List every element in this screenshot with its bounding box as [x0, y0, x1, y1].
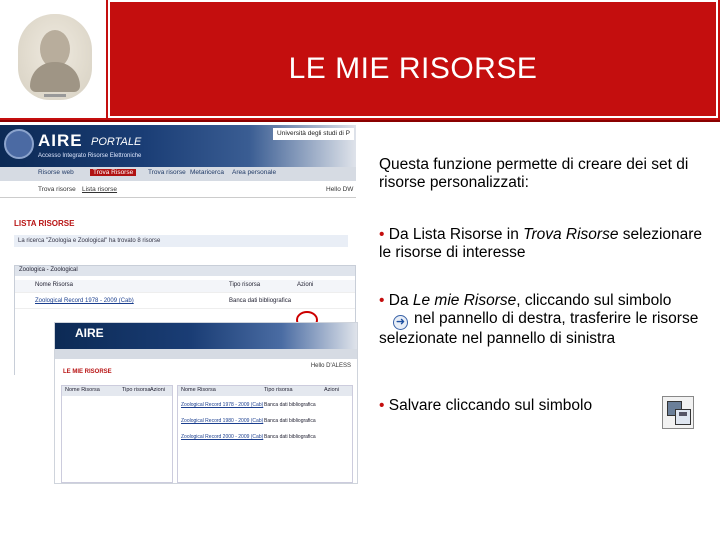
search-summary: La ricerca "Zoologia e Zoological" ha trovato 8 risorse [14, 235, 348, 247]
left-panel [61, 385, 173, 483]
resource-link[interactable]: Zoological Record 1978 - 2009 (Cab) [35, 298, 134, 304]
portrait-engraving-icon [18, 14, 92, 100]
intro-text: Questa funzione permette di creare dei set di risorse personalizzati: [379, 156, 689, 191]
list-title: LISTA RISORSE [14, 219, 75, 228]
column-header: Tipo risorsa [264, 387, 293, 393]
bullet-2 [379, 292, 709, 348]
bullet-text: destra, trasferire le risorse selezionate nel pannello di sinistra [379, 310, 699, 347]
table-header-row [15, 280, 355, 293]
portal-topbar [55, 323, 357, 349]
portal-tagline: Accesso Integrato Risorse Elettroniche [38, 153, 142, 159]
column-header: Nome Risorsa [65, 387, 100, 393]
right-panel [177, 385, 353, 483]
portal-brand: AIRE [75, 326, 104, 340]
bullet-marker: • [379, 397, 385, 414]
nav-item[interactable]: Risorse web [38, 169, 74, 176]
university-seal-icon [4, 129, 34, 159]
resource-link[interactable]: Zoological Record 2000 - 2009 (Cab) [181, 434, 264, 440]
table-row[interactable] [15, 296, 355, 309]
bullet-3 [379, 397, 709, 415]
disk-front [675, 409, 691, 425]
nav-item-active[interactable]: Trova Risorse [90, 169, 136, 176]
screenshot-le-mie-risorse [54, 322, 358, 484]
slide-title: LE MIE RISORSE [288, 52, 538, 85]
portal-topbar [0, 125, 356, 167]
slide-header [0, 0, 720, 122]
bullet-emphasis: Le mie Risorse [412, 292, 517, 309]
portrait-caption [44, 94, 66, 97]
column-header: Azioni [297, 282, 314, 288]
bullet-text: nel pannello di [414, 310, 514, 327]
bullet-marker: • [379, 292, 385, 309]
resource-type: Banca dati bibliografica [264, 434, 316, 440]
left-panel-header [62, 386, 172, 396]
university-badge: Università degli studi di P [273, 128, 354, 140]
title-box [108, 0, 718, 118]
portrait-frame [0, 0, 106, 118]
portal-brand: AIRE [38, 131, 83, 150]
user-greeting: Hello DW [326, 186, 354, 193]
user-greeting: Hello D'ALESS [310, 363, 351, 369]
column-header: Nome Risorsa [181, 387, 216, 393]
bullet-text: Da [388, 292, 413, 309]
bullet-text: selezionare le risorse di interesse [379, 226, 703, 261]
resource-type: Banca dati bibliografica [264, 402, 316, 408]
bullet-text: , cliccando sul simbolo [516, 292, 672, 309]
column-header: Azioni [324, 387, 339, 393]
bullet-marker: • [379, 226, 385, 243]
nav-item[interactable]: Area personale [232, 169, 277, 176]
nav-item[interactable]: Metaricerca [190, 169, 224, 176]
portal-brand-suffix: PORTALE [91, 136, 142, 148]
portal-subnav [0, 183, 356, 198]
column-header: Nome Risorsa [35, 282, 74, 288]
portrait-bust [30, 62, 80, 92]
subnav-item[interactable]: Trova risorse [38, 186, 76, 193]
table-toolbar-label: Zoologica - Zoological [19, 267, 78, 273]
column-header: Azioni [150, 387, 165, 393]
subnav-item[interactable]: Lista risorse [82, 186, 118, 193]
arrow-right-icon: ➜ [393, 315, 408, 330]
portal-nav [55, 349, 357, 359]
column-header: Tipo risorsa [122, 387, 151, 393]
bullet-text: Salvare cliccando sul simbolo [388, 397, 593, 414]
nav-item[interactable]: Trova risorse [148, 169, 186, 176]
table-toolbar [15, 266, 355, 276]
resource-type: Banca dati bibliografica [264, 418, 316, 424]
bullet-text: Da Lista Risorse in [388, 226, 524, 243]
resource-type: Banca dati bibliografica [229, 298, 292, 304]
right-panel-header [178, 386, 352, 396]
save-disks-icon [662, 396, 694, 429]
bullet-1 [379, 226, 709, 262]
section-title: LE MIE RISORSE [63, 369, 112, 375]
column-header: Tipo risorsa [229, 282, 261, 288]
resource-link[interactable]: Zoological Record 1980 - 2009 (Cab) [181, 418, 264, 424]
portal-nav [0, 167, 356, 181]
bullet-emphasis: Trova Risorse [523, 226, 619, 243]
resource-link[interactable]: Zoological Record 1978 - 2009 (Cab) [181, 402, 264, 408]
